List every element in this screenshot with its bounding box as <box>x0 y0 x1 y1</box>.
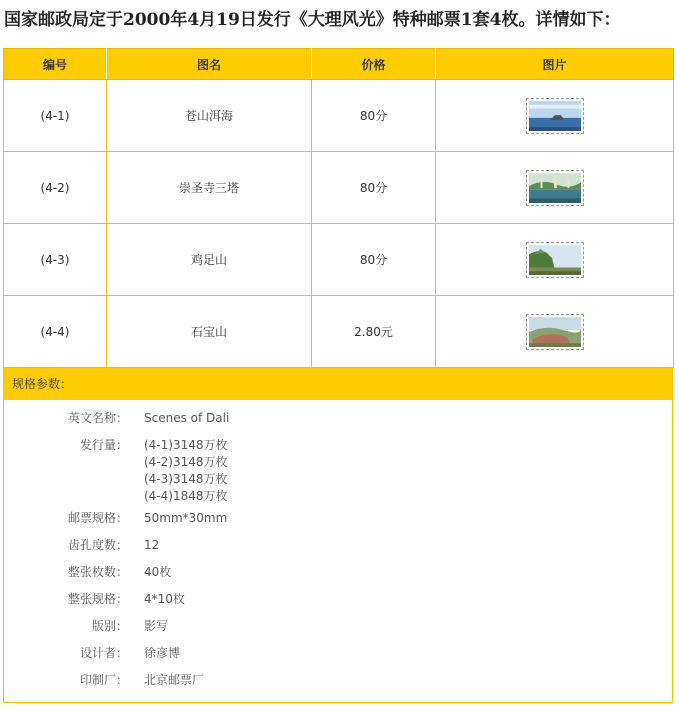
spec-value: 北京邮票厂 <box>144 673 205 687</box>
table-header-row <box>4 49 674 80</box>
spec-label: 齿孔度数： <box>67 538 128 552</box>
cell-price: 80分 <box>312 80 436 152</box>
spec-value: 50mm*30mm <box>144 511 228 525</box>
spec-value: 影写 <box>144 619 169 633</box>
cell-image <box>436 80 674 152</box>
table-row <box>4 296 674 368</box>
spec-value: 40枚 <box>144 565 172 579</box>
spec-value: 徐彦博 <box>144 646 181 660</box>
spec-value-line: (4-4)1848万枚 <box>144 489 228 503</box>
stamp-three-pagodas-image[interactable] <box>526 170 584 206</box>
spec-value-line: (4-3)3148万枚 <box>144 472 228 486</box>
table-row <box>4 152 674 224</box>
spec-label: 印制厂： <box>79 673 128 687</box>
spec-value-list <box>144 437 544 505</box>
spec-label: 英文名称： <box>67 411 128 425</box>
spec-label: 整张枚数： <box>67 565 128 579</box>
spec-panel <box>3 367 673 703</box>
stamp-table <box>3 48 674 368</box>
cell-code: (4-4) <box>4 296 107 368</box>
spec-label: 版别： <box>91 619 128 633</box>
spec-value-line: (4-2)3148万枚 <box>144 455 228 469</box>
spec-value-line: (4-1)3148万枚 <box>144 438 228 452</box>
header-price: 价格 <box>312 49 436 80</box>
cell-code: (4-3) <box>4 224 107 296</box>
cell-image <box>436 296 674 368</box>
table-row <box>4 80 674 152</box>
cell-price: 80分 <box>312 224 436 296</box>
spec-value: 4*10枚 <box>144 592 185 606</box>
table-row <box>4 224 674 296</box>
stamp-lake-island-image[interactable] <box>526 98 584 134</box>
stamp-stone-mountain-image[interactable] <box>526 314 584 350</box>
cell-name: 石宝山 <box>107 296 312 368</box>
spec-title: 规格参数： <box>4 368 672 400</box>
spec-value: 12 <box>144 538 160 552</box>
cell-name: 崇圣寺三塔 <box>107 152 312 224</box>
header-image: 图片 <box>436 49 674 80</box>
cell-name: 鸡足山 <box>107 224 312 296</box>
cell-code: (4-2) <box>4 152 107 224</box>
header-name: 图名 <box>107 49 312 80</box>
spec-value: Scenes of Dali <box>144 411 230 425</box>
cell-image <box>436 224 674 296</box>
spec-label: 设计者： <box>79 646 128 660</box>
stamp-mountain-cliff-image[interactable] <box>526 242 584 278</box>
cell-price: 80分 <box>312 152 436 224</box>
spec-label: 发行量： <box>79 438 128 452</box>
cell-code: (4-1) <box>4 80 107 152</box>
cell-name: 苍山洱海 <box>107 80 312 152</box>
spec-label: 整张规格： <box>67 592 128 606</box>
cell-image <box>436 152 674 224</box>
cell-price: 2.80元 <box>312 296 436 368</box>
spec-label: 邮票规格： <box>67 511 128 525</box>
page-title: 国家邮政局定于2000年4月19日发行《大理风光》特种邮票1套4枚。详情如下： <box>4 10 621 30</box>
header-code: 编号 <box>4 49 107 80</box>
